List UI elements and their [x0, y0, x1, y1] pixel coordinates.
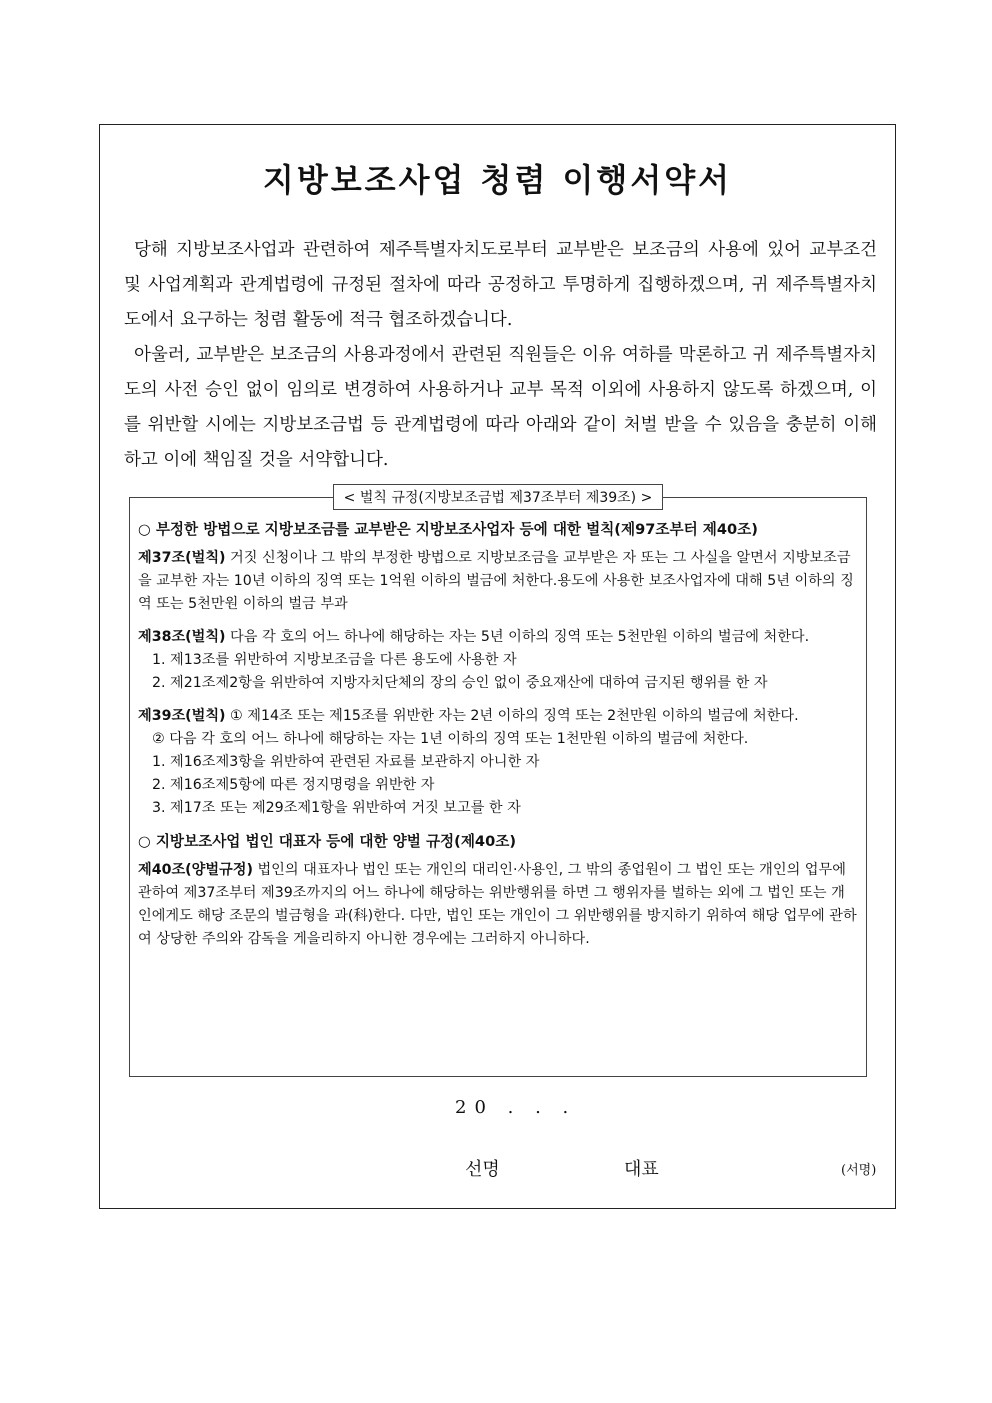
list-item: 1. 제13조를 위반하여 지방보조금을 다른 용도에 사용한 자 [152, 652, 517, 668]
article-37-text: 거짓 신청이나 그 밖의 부정한 방법으로 지방보조금을 교부받은 자 또는 그 사실을 알면서 지방보조금을 교부한 자는 10년 이하의 징역 또는 1억원 이하의 벌금에 처한다.용도에 사용한 보조사업자에 대해 5년 이하의 징역 또는 5천만원 이하의 벌금 부과 [138, 550, 854, 612]
seal-label: (서명) [841, 1163, 877, 1178]
representative-label: 대표 [624, 1159, 659, 1180]
article-37-label: 제37조(벌칙) [138, 550, 226, 566]
date-line: 20 . . . [455, 1097, 577, 1118]
list-item: 3. 제17조 또는 제29조제1항을 위반하여 거짓 보고를 한 자 [152, 800, 521, 816]
section-heading-1: ○ 부정한 방법으로 지방보조금를 교부받은 지방보조사업자 등에 대한 벌칙(제97조부터 제40조) [138, 521, 758, 538]
article-39-items [138, 751, 858, 820]
article-39-text-2: ② 다음 각 호의 어느 하나에 해당하는 자는 1년 이하의 징역 또는 1천만원 이하의 벌금에 처한다. [152, 731, 749, 747]
list-item: 2. 제21조제2항을 위반하여 지방자치단체의 장의 승인 없이 중요재산에 대하여 금지된 행위를 한 자 [152, 675, 768, 691]
article-40-text: 법인의 대표자나 법인 또는 개인의 대리인·사용인, 그 밖의 종업원이 그 법인 또는 개인의 업무에 관하여 제37조부터 제39조까지의 어느 하나에 해당하는 위반행위를 하면 그 행위자를 벌하는 외에 그 법인 또는 개인에게도 해당 조문의 벌금형을 과(科)한다. 다만, 법인 또는 개인이 그 위반행위를 방지하기 위하여 해당 업무에 관하여 상당한 주의와 감독을 게을리하지 아니한 경우에는 그러하지 아니하다. [138, 862, 857, 947]
signature-label: 선명 [465, 1159, 500, 1180]
article-39-label: 제39조(벌칙) [138, 708, 226, 724]
pledge-document [99, 124, 896, 1209]
article-38-items [138, 649, 858, 695]
intro-paragraph-2: 아울러, 교부받은 보조금의 사용과정에서 관련된 직원들은 이유 여하를 막론하고 귀 제주특별자치도의 사전 승인 없이 임의로 변경하여 사용하거나 교부 목적 이외에 사용하지 않도록 하겠으며, 이를 위반할 시에는 지방보조금법 등 관계법령에 따라 아래와 같이 처벌 받을 수 있음을 충분히 이해하고 이에 책임질 것을 서약합니다. [124, 345, 877, 470]
article-39 [138, 705, 858, 820]
penalty-box [129, 490, 867, 1077]
penalty-legend [130, 484, 866, 510]
article-40 [138, 859, 858, 951]
intro-paragraph-1: 당해 지방보조사업과 관련하여 제주특별자치도로부터 교부받은 보조금의 사용에 있어 교부조건 및 사업계획과 관계법령에 규정된 절차에 따라 공정하고 투명하게 집행하겠으며, 귀 제주특별자치도에서 요구하는 청렴 활동에 적극 협조하겠습니다. [124, 240, 877, 330]
article-38-text: 다음 각 호의 어느 하나에 해당하는 자는 5년 이하의 징역 또는 5천만원 이하의 벌금에 처한다. [225, 629, 810, 645]
page-title: 지방보조사업 청렴 이행서약서 [262, 161, 733, 199]
article-40-label: 제40조(양벌규정) [138, 862, 253, 878]
article-38 [138, 626, 858, 695]
penalty-legend-label: < 벌칙 규정(지방보조금법 제37조부터 제39조) > [333, 484, 664, 510]
penalty-content [138, 518, 858, 961]
list-item: 1. 제16조제3항을 위반하여 관련된 자료를 보관하지 아니한 자 [152, 754, 540, 770]
list-item: 2. 제16조제5항에 따른 정지명령을 위반한 자 [152, 777, 435, 793]
article-37 [138, 547, 858, 616]
article-38-label: 제38조(벌칙) [138, 629, 226, 645]
intro-text [124, 233, 877, 478]
section-heading-2: ○ 지방보조사업 법인 대표자 등에 대한 양벌 규정(제40조) [138, 833, 516, 850]
article-39-text: ① 제14조 또는 제15조를 위반한 자는 2년 이하의 징역 또는 2천만원 이하의 벌금에 처한다. [225, 708, 799, 724]
